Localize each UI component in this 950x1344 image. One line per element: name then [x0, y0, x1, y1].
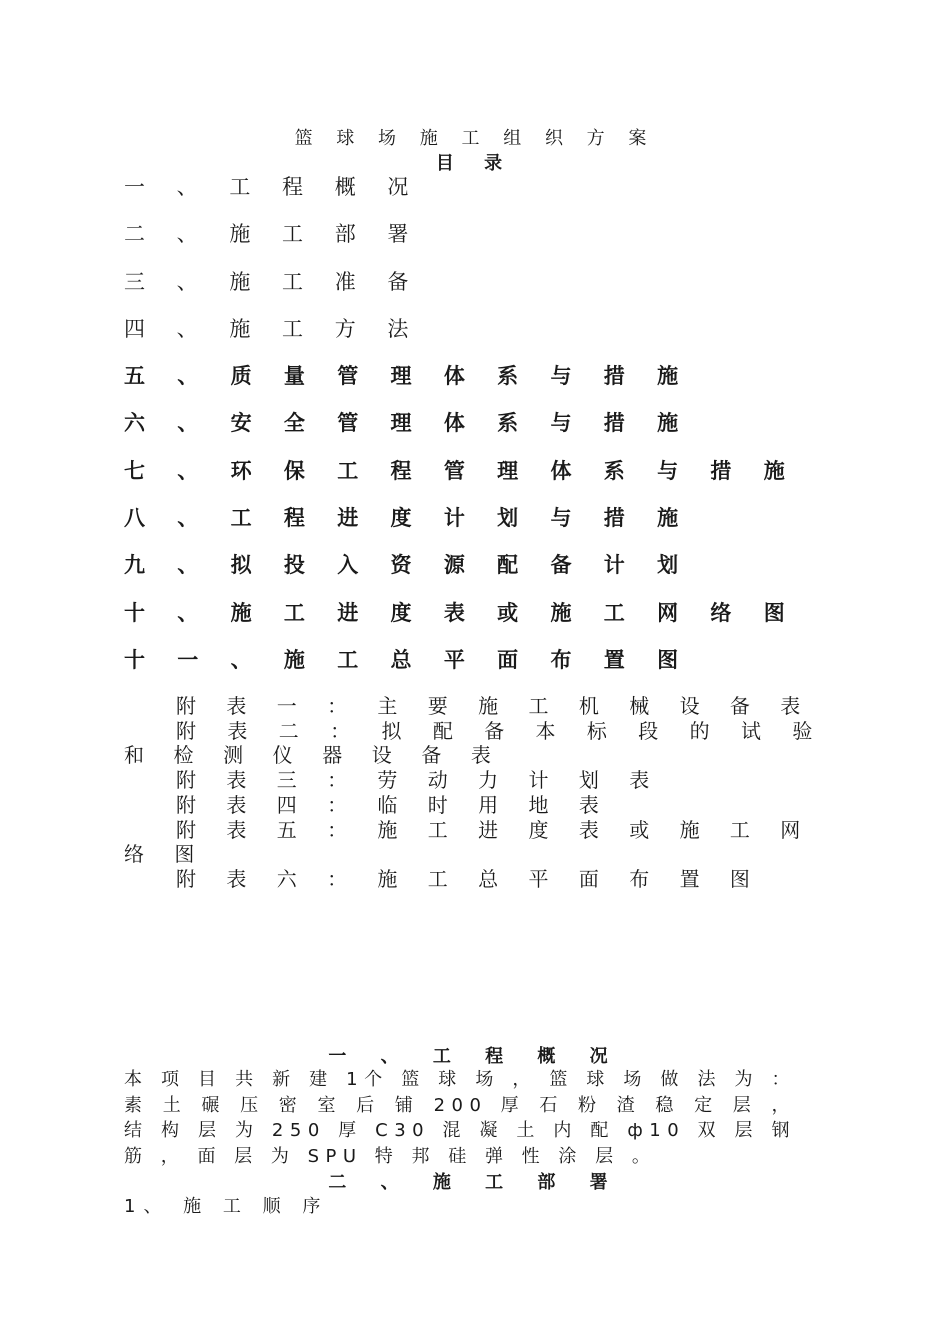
toc-item: 十 一 、 施 工 总 平 面 布 置 图	[124, 647, 691, 672]
subsection-construction-sequence: 1、 施 工 顺 序	[124, 1196, 329, 1217]
appendix-item: 附 表 四 ： 临 时 用 地 表	[176, 792, 611, 817]
appendix-item: 附 表 六 ： 施 工 总 平 面 布 置 图	[176, 866, 762, 891]
toc-item: 九 、 拟 投 入 资 源 配 备 计 划	[124, 553, 691, 578]
toc-item: 三 、 施 工 准 备	[124, 269, 421, 294]
overview-paragraph: 本 项 目 共 新 建 1个 篮 球 场 ， 篮 球 场 做 法 为 ： 素 土 碾 压 密 室 后 铺 200 厚 石 粉 渣 稳 定 层 ， 结 构 层 为 250 厚 C30 混 凝 土 内 配 ф10 双 层 钢 筋 ， 面 层 为 SPU 特 邦 硅 弹 性 涂 层 。	[124, 1069, 796, 1167]
section-heading-overview: 一 、 工 程 概 况	[328, 1046, 622, 1067]
table-of-contents	[124, 172, 797, 692]
appendix-item: 附 表 二 ： 拟 配 备 本 标 段 的 试 验 和 检 测 仪 器 设 备 表	[124, 718, 824, 768]
toc-item: 十 、 施 工 进 度 表 或 施 工 网 络 图	[124, 600, 798, 625]
toc-item: 四 、 施 工 方 法	[124, 316, 421, 341]
appendix-item: 附 表 三 ： 劳 动 力 计 划 表	[176, 768, 662, 793]
document-title: 篮 球 场 施 工 组 织 方 案	[294, 128, 656, 149]
toc-item: 一 、 工 程 概 况	[124, 175, 421, 199]
toc-item: 五 、 质 量 管 理 体 系 与 措 施	[124, 364, 691, 389]
toc-item: 六 、 安 全 管 理 体 系 与 措 施	[124, 411, 691, 436]
toc-item: 二 、 施 工 部 署	[124, 222, 421, 247]
appendix-item: 附 表 一 ： 主 要 施 工 机 械 设 备 表	[176, 694, 813, 718]
toc-item: 八 、 工 程 进 度 计 划 与 措 施	[124, 506, 691, 531]
appendix-list	[124, 694, 824, 892]
section-heading-deployment: 二 、 施 工 部 署	[328, 1172, 622, 1193]
appendix-item: 附 表 五 ： 施 工 进 度 表 或 施 工 网 络 图	[124, 817, 813, 867]
toc-item: 七 、 环 保 工 程 管 理 体 系 与 措 施	[124, 458, 798, 483]
toc-heading: 目 录	[435, 153, 515, 174]
